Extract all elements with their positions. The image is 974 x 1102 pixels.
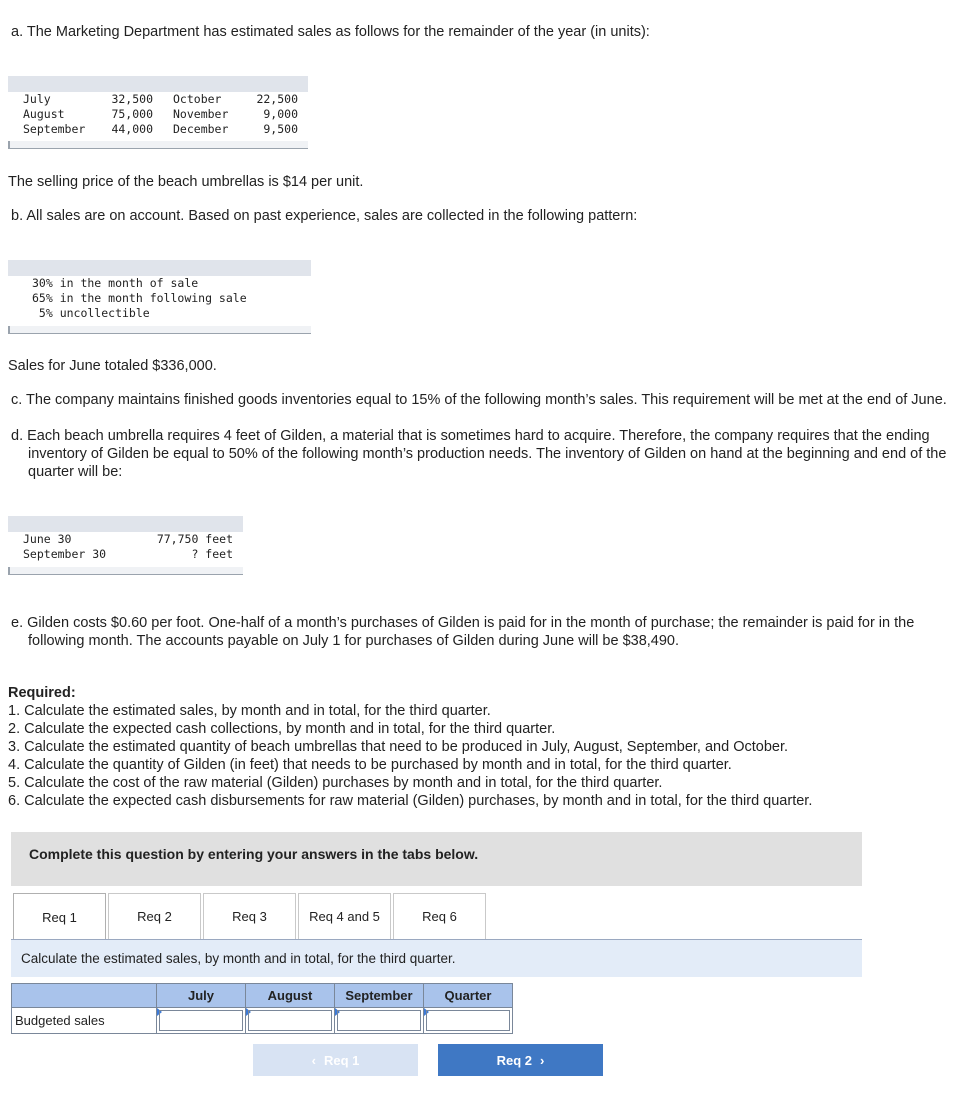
- sales-month: September: [23, 122, 86, 136]
- intro-a: a. The Marketing Department has estimated sales as follows for the remainder of the year (in units):: [11, 24, 650, 40]
- column-header-august: August: [246, 984, 335, 1008]
- answer-table: [11, 983, 513, 1034]
- instruction-text: Calculate the estimated sales, by month and in total, for the third quarter.: [21, 951, 456, 966]
- sales-units: 44,000: [111, 122, 153, 136]
- sales-month: July: [23, 92, 51, 106]
- prev-req-label: Req 1: [323, 1052, 360, 1068]
- complete-question-banner: [11, 832, 862, 886]
- sales-month: October: [173, 92, 222, 106]
- required-title: Required:: [8, 685, 76, 701]
- sales-units: 22,500: [256, 92, 298, 106]
- required-item: 5. Calculate the cost of the raw material (Gilden) purchases by month and in total, for the third quarter.: [8, 775, 663, 791]
- prev-req-button[interactable]: [253, 1044, 418, 1076]
- collection-pattern-box: [8, 260, 311, 334]
- gilden-inventory-box: [8, 516, 243, 575]
- collection-line: 5% uncollectible: [32, 306, 150, 320]
- june-sales-text: Sales for June totaled $336,000.: [8, 358, 217, 374]
- inventory-amount: ? feet: [191, 547, 233, 561]
- required-item: 3. Calculate the estimated quantity of beach umbrellas that need to be produced in July, August, September, and October.: [8, 739, 788, 755]
- required-section: [8, 684, 958, 810]
- sales-month: August: [23, 107, 65, 121]
- input-cell-quarter: [424, 1008, 513, 1034]
- sales-forecast-table: [8, 76, 308, 149]
- next-req-label: Req 2: [496, 1052, 533, 1068]
- column-header-quarter: Quarter: [424, 984, 513, 1008]
- sales-month: November: [173, 107, 229, 121]
- tab-req-3[interactable]: Req 3: [203, 893, 296, 939]
- selling-price-text: The selling price of the beach umbrellas is $14 per unit.: [8, 174, 364, 190]
- complete-prompt: Complete this question by entering your answers in the tabs below.: [29, 846, 479, 862]
- instruction-bar: [11, 940, 862, 977]
- inventory-date: September 30: [23, 547, 107, 561]
- input-cell-august: [246, 1008, 335, 1034]
- chevron-left-icon: ‹: [311, 1052, 316, 1068]
- tab-req-1[interactable]: Req 1: [13, 893, 106, 940]
- sales-month: December: [173, 122, 229, 136]
- intro-c: c. The company maintains finished goods inventories equal to 15% of the following month’s sales. This requirement will be met at the end of June.: [11, 392, 947, 408]
- intro-d: d. Each beach umbrella requires 4 feet of Gilden, a material that is sometimes hard to acquire. Therefore, the company requires that the ending inventory of Gilden be equal to 50% of the following month’s production needs. The inventory of Gilden on hand at the beginning and end of the quarter will be:: [11, 428, 947, 480]
- intro-b: b. All sales are on account. Based on past experience, sales are collected in the following pattern:: [11, 208, 638, 224]
- sales-units: 32,500: [111, 92, 153, 106]
- sales-units: 9,500: [263, 122, 298, 136]
- tab-req-2[interactable]: Req 2: [108, 893, 201, 939]
- row-label-budgeted-sales: Budgeted sales: [12, 1008, 157, 1034]
- collection-line: 65% in the month following sale: [32, 291, 247, 305]
- chevron-right-icon: ›: [540, 1052, 545, 1068]
- inventory-amount: 77,750 feet: [156, 532, 233, 546]
- sales-units: 9,000: [263, 107, 298, 121]
- required-item: 2. Calculate the expected cash collections, by month and in total, for the third quarter.: [8, 721, 556, 737]
- required-item: 1. Calculate the estimated sales, by month and in total, for the third quarter.: [8, 703, 491, 719]
- input-cell-september: [335, 1008, 424, 1034]
- intro-e: e. Gilden costs $0.60 per foot. One-half of a month’s purchases of Gilden is paid for in the month of purchase; the remainder is paid for in the following month. The accounts payable on July 1 for purchases of Gilden during June will be $38,490.: [11, 615, 915, 649]
- next-req-button[interactable]: [438, 1044, 603, 1076]
- sales-units: 75,000: [111, 107, 153, 121]
- collection-line: 30% in the month of sale: [32, 276, 199, 290]
- required-item: 4. Calculate the quantity of Gilden (in feet) that needs to be purchased by month and in total, for the third quarter.: [8, 757, 732, 773]
- column-header-september: September: [335, 984, 424, 1008]
- tab-req-4-and-5[interactable]: Req 4 and 5: [298, 893, 391, 939]
- input-cell-july: [157, 1008, 246, 1034]
- header-blank: [12, 984, 157, 1008]
- column-header-july: July: [157, 984, 246, 1008]
- tab-req-6[interactable]: Req 6: [393, 893, 486, 939]
- required-item: 6. Calculate the expected cash disbursements for raw material (Gilden) purchases, by month and in total, for the third quarter.: [8, 793, 813, 809]
- inventory-date: June 30: [23, 532, 72, 546]
